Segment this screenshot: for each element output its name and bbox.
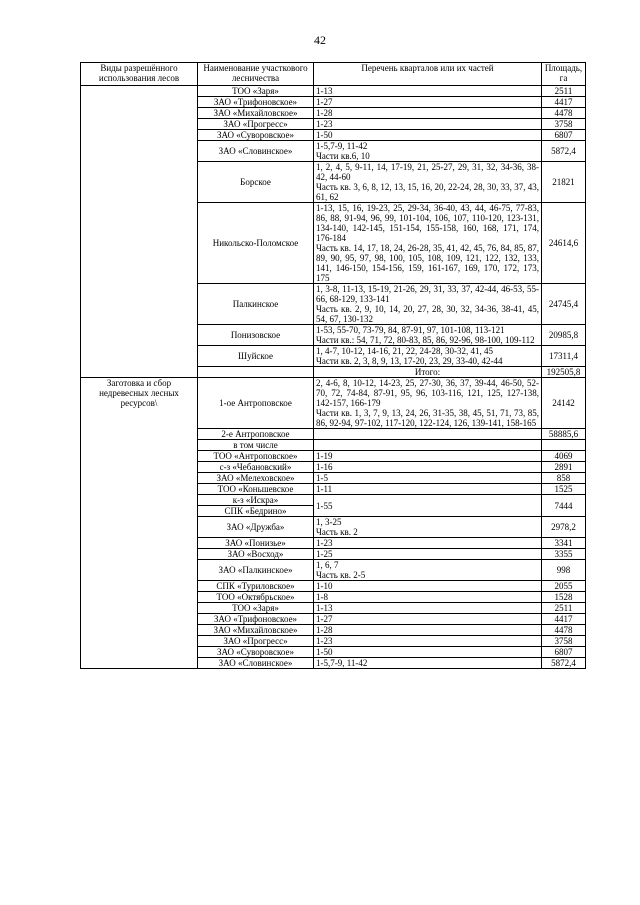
page-number: 42 [314,33,326,47]
header-kind: Виды разрешённого использования лесов [81,63,198,86]
quarter-line: Части кв.6, 10 [316,151,370,161]
quarters-list: 1-28 [314,625,542,636]
section1-kind [81,86,198,378]
forestry-name: ЗАО «Суворовское» [198,130,314,141]
quarter-line: Части кв.: 54, 71, 72, 80-83, 85, 86, 92-96, 98-100, 109-112 [316,335,535,345]
header-name: Наименование участкового лесничества [198,63,314,86]
forestry-name: ЗАО «Дружба» [198,517,314,538]
forestry-name: ЗАО «Прогресс» [198,119,314,130]
forestry-name: Понизовское [198,325,314,346]
quarter-line: 1-13, 15, 16, 19-23, 25, 29-34, 36-40, 43, 44, 46-75, 77-83, 86, 88, 91-94, 96, 99, 101-104, 106, 107, 110-120, 123-131, 134-140, 142-145, 151-154, 155-158, 160, 168, 171, 174, 176-184 [316,203,539,243]
quarter-line: 1-23 [316,119,333,129]
forestry-name: ТОО «Антроповское» [198,451,314,462]
forestry-name: ЗАО «Трифоновское» [198,97,314,108]
quarter-line: Части кв. 1, 3, 7, 9, 13, 24, 26, 31-35, 38, 45, 51, 71, 73, 85, 86, 92-94, 97-102, 117-120, 122-124, 126, 139-141, 158-165 [316,408,539,428]
quarters-list: 1-8 [314,592,542,603]
forestry-name: с-з «Чебановский» [198,462,314,473]
quarters-list: 1-25 [314,549,542,560]
quarters-list [314,346,542,367]
quarters-list [314,378,542,429]
area-value: 7444 [542,495,586,517]
quarters-list [314,284,542,325]
quarters-list: 1-5 [314,473,542,484]
quarters-list [314,130,542,141]
quarters-list [314,86,542,97]
forestry-name: ЗАО «Палкинское» [198,560,314,581]
quarters-list [314,325,542,346]
area-value: 4478 [542,625,586,636]
header-area: Площадь, га [542,63,586,86]
area-value: 3758 [542,119,586,130]
area-value: 4478 [542,108,586,119]
area-value: 5872,4 [542,658,586,669]
area-value: 2511 [542,86,586,97]
forestry-name: 1-ое Антроповское [198,378,314,429]
quarters-list [314,108,542,119]
table-header-row [81,63,586,86]
forestry-name: 2-е Антроповское [198,429,314,440]
header-quarters: Перечень кварталов или их частей [314,63,542,86]
forestry-name: СПК «Туриловское» [198,581,314,592]
forestry-name: к-з «Искра» [198,495,314,506]
quarter-line: 1-28 [316,108,333,118]
forestry-name: Борское [198,162,314,203]
area-value: 2511 [542,603,586,614]
quarters-list [314,517,542,538]
total-area: 192505,8 [542,367,586,378]
quarters-list: 1-27 [314,614,542,625]
forestry-name: ЗАО «Михайловское» [198,108,314,119]
area-value: 1528 [542,592,586,603]
forestry-name: Палкинское [198,284,314,325]
forestry-name: ТОО «Коньшевское [198,484,314,495]
area-value: 5872,4 [542,141,586,162]
forestry-name: ЗАО «Словинское» [198,658,314,669]
forestry-name: ЗАО «Михайловское» [198,625,314,636]
quarters-list [314,429,542,440]
quarter-line: Части кв. 2, 3, 8, 9, 13, 17-20, 23, 29, 33-40, 42-44 [316,356,503,366]
quarter-line: 1-50 [316,130,333,140]
forestry-name: ЗАО «Понизье» [198,538,314,549]
area-value: 24614,6 [542,203,586,284]
area-value: 4417 [542,97,586,108]
quarter-line: Часть кв. 3, 6, 8, 12, 13, 15, 16, 20, 22-24, 28, 30, 33, 37, 43, 61, 62 [316,182,539,202]
quarter-line: 1, 6, 7 [316,560,339,570]
quarters-list [314,162,542,203]
area-value: 4069 [542,451,586,462]
area-value: 2978,2 [542,517,586,538]
quarter-line: Часть кв. 2, 9, 10, 14, 20, 27, 28, 30, 32, 34-36, 38-41, 45, 54, 67, 130-132 [316,304,539,324]
area-value: 2055 [542,581,586,592]
area-value: 6807 [542,130,586,141]
including-label: в том числе [198,440,314,451]
quarters-list: 1-13 [314,603,542,614]
area-value: 998 [542,560,586,581]
area-value: 3758 [542,636,586,647]
forestry-name: ЗАО «Восход» [198,549,314,560]
quarter-line: Часть кв. 14, 17, 18, 24, 26-28, 35, 41, 42, 45, 76, 84, 85, 87, 89, 90, 95, 97, 98, 100, 105, 108, 109, 121, 122, 132, 133, 141, 146-150, 154-156, 159, 161-167, 169, 170, 172, 173, 175 [316,243,539,283]
table-row [81,378,586,429]
forestry-name: ЗАО «Прогресс» [198,636,314,647]
quarter-line: 1-53, 55-70, 73-79, 84, 87-91, 97, 101-108, 113-121 [316,325,505,335]
quarters-empty [314,440,542,451]
area-value: 858 [542,473,586,484]
quarters-list: 1-23 [314,636,542,647]
quarters-list: 1-23 [314,538,542,549]
area-value: 24745,4 [542,284,586,325]
forestry-name: ЗАО «Мелеховское» [198,473,314,484]
area-empty [542,440,586,451]
forestry-name: Шуйское [198,346,314,367]
area-value: 4417 [542,614,586,625]
forest-quarters-table [80,62,586,669]
area-value: 3341 [542,538,586,549]
quarter-line: 1-13 [316,86,333,96]
quarters-list [314,97,542,108]
forestry-name: ТОО «Октябрьское» [198,592,314,603]
area-value: 6807 [542,647,586,658]
quarter-line: 2, 4-6, 8, 10-12, 14-23, 25, 27-30, 36, 37, 39-44, 46-50, 52-70, 72, 74-84, 87-91, 95, 96, 103-116, 121, 125, 127-138, 142-157, 166-179 [316,378,539,408]
quarters-list [314,141,542,162]
forestry-name: ЗАО «Словинское» [198,141,314,162]
quarters-list: 1-10 [314,581,542,592]
quarters-list: 1-50 [314,647,542,658]
area-value: 58885,6 [542,429,586,440]
total-label: Итого: [314,367,542,378]
area-value: 2891 [542,462,586,473]
area-value: 21821 [542,162,586,203]
quarters-list: 1-5,7-9, 11-42 [314,658,542,669]
quarters-list [314,203,542,284]
forestry-name: ТОО «Заря» [198,86,314,97]
quarters-list: 1-19 [314,451,542,462]
quarter-line: Часть кв. 2-5 [316,570,366,580]
quarter-line: 1, 3-8, 11-13, 15-19, 21-26, 29, 31, 33, 37, 42-44, 46-53, 55-66, 68-129, 133-141 [316,284,539,304]
quarters-list [314,119,542,130]
area-value: 17311,4 [542,346,586,367]
area-value: 24142 [542,378,586,429]
area-value: 3355 [542,549,586,560]
quarters-list: 1-11 [314,484,542,495]
total-empty [198,367,314,378]
quarter-line: Часть кв. 2 [316,527,358,537]
quarter-line: 1-5,7-9, 11-42 [316,141,368,151]
forestry-name: ТОО «Заря» [198,603,314,614]
forestry-name: СПК «Бедрино» [198,506,314,517]
area-value: 1525 [542,484,586,495]
quarters-list [314,560,542,581]
quarter-line: 1, 4-7, 10-12, 14-16, 21, 22, 24-28, 30-32, 41, 45 [316,346,493,356]
area-value: 20985,8 [542,325,586,346]
quarter-line: 1, 3-25 [316,517,342,527]
quarters-list: 1-16 [314,462,542,473]
forestry-name: ЗАО «Суворовское» [198,647,314,658]
table-row [81,86,586,97]
section2-kind: Заготовка и сбор недревесных лесных ресурсов\ [81,378,198,669]
quarter-line: 1, 2, 4, 5, 9-11, 14, 17-19, 21, 25-27, 29, 31, 32, 34-36, 38-42, 44-60 [316,162,539,182]
forestry-name: ЗАО «Трифоновское» [198,614,314,625]
quarters-list: 1-55 [314,495,542,517]
forestry-name: Никольско-Поломское [198,203,314,284]
quarter-line: 1-27 [316,97,333,107]
